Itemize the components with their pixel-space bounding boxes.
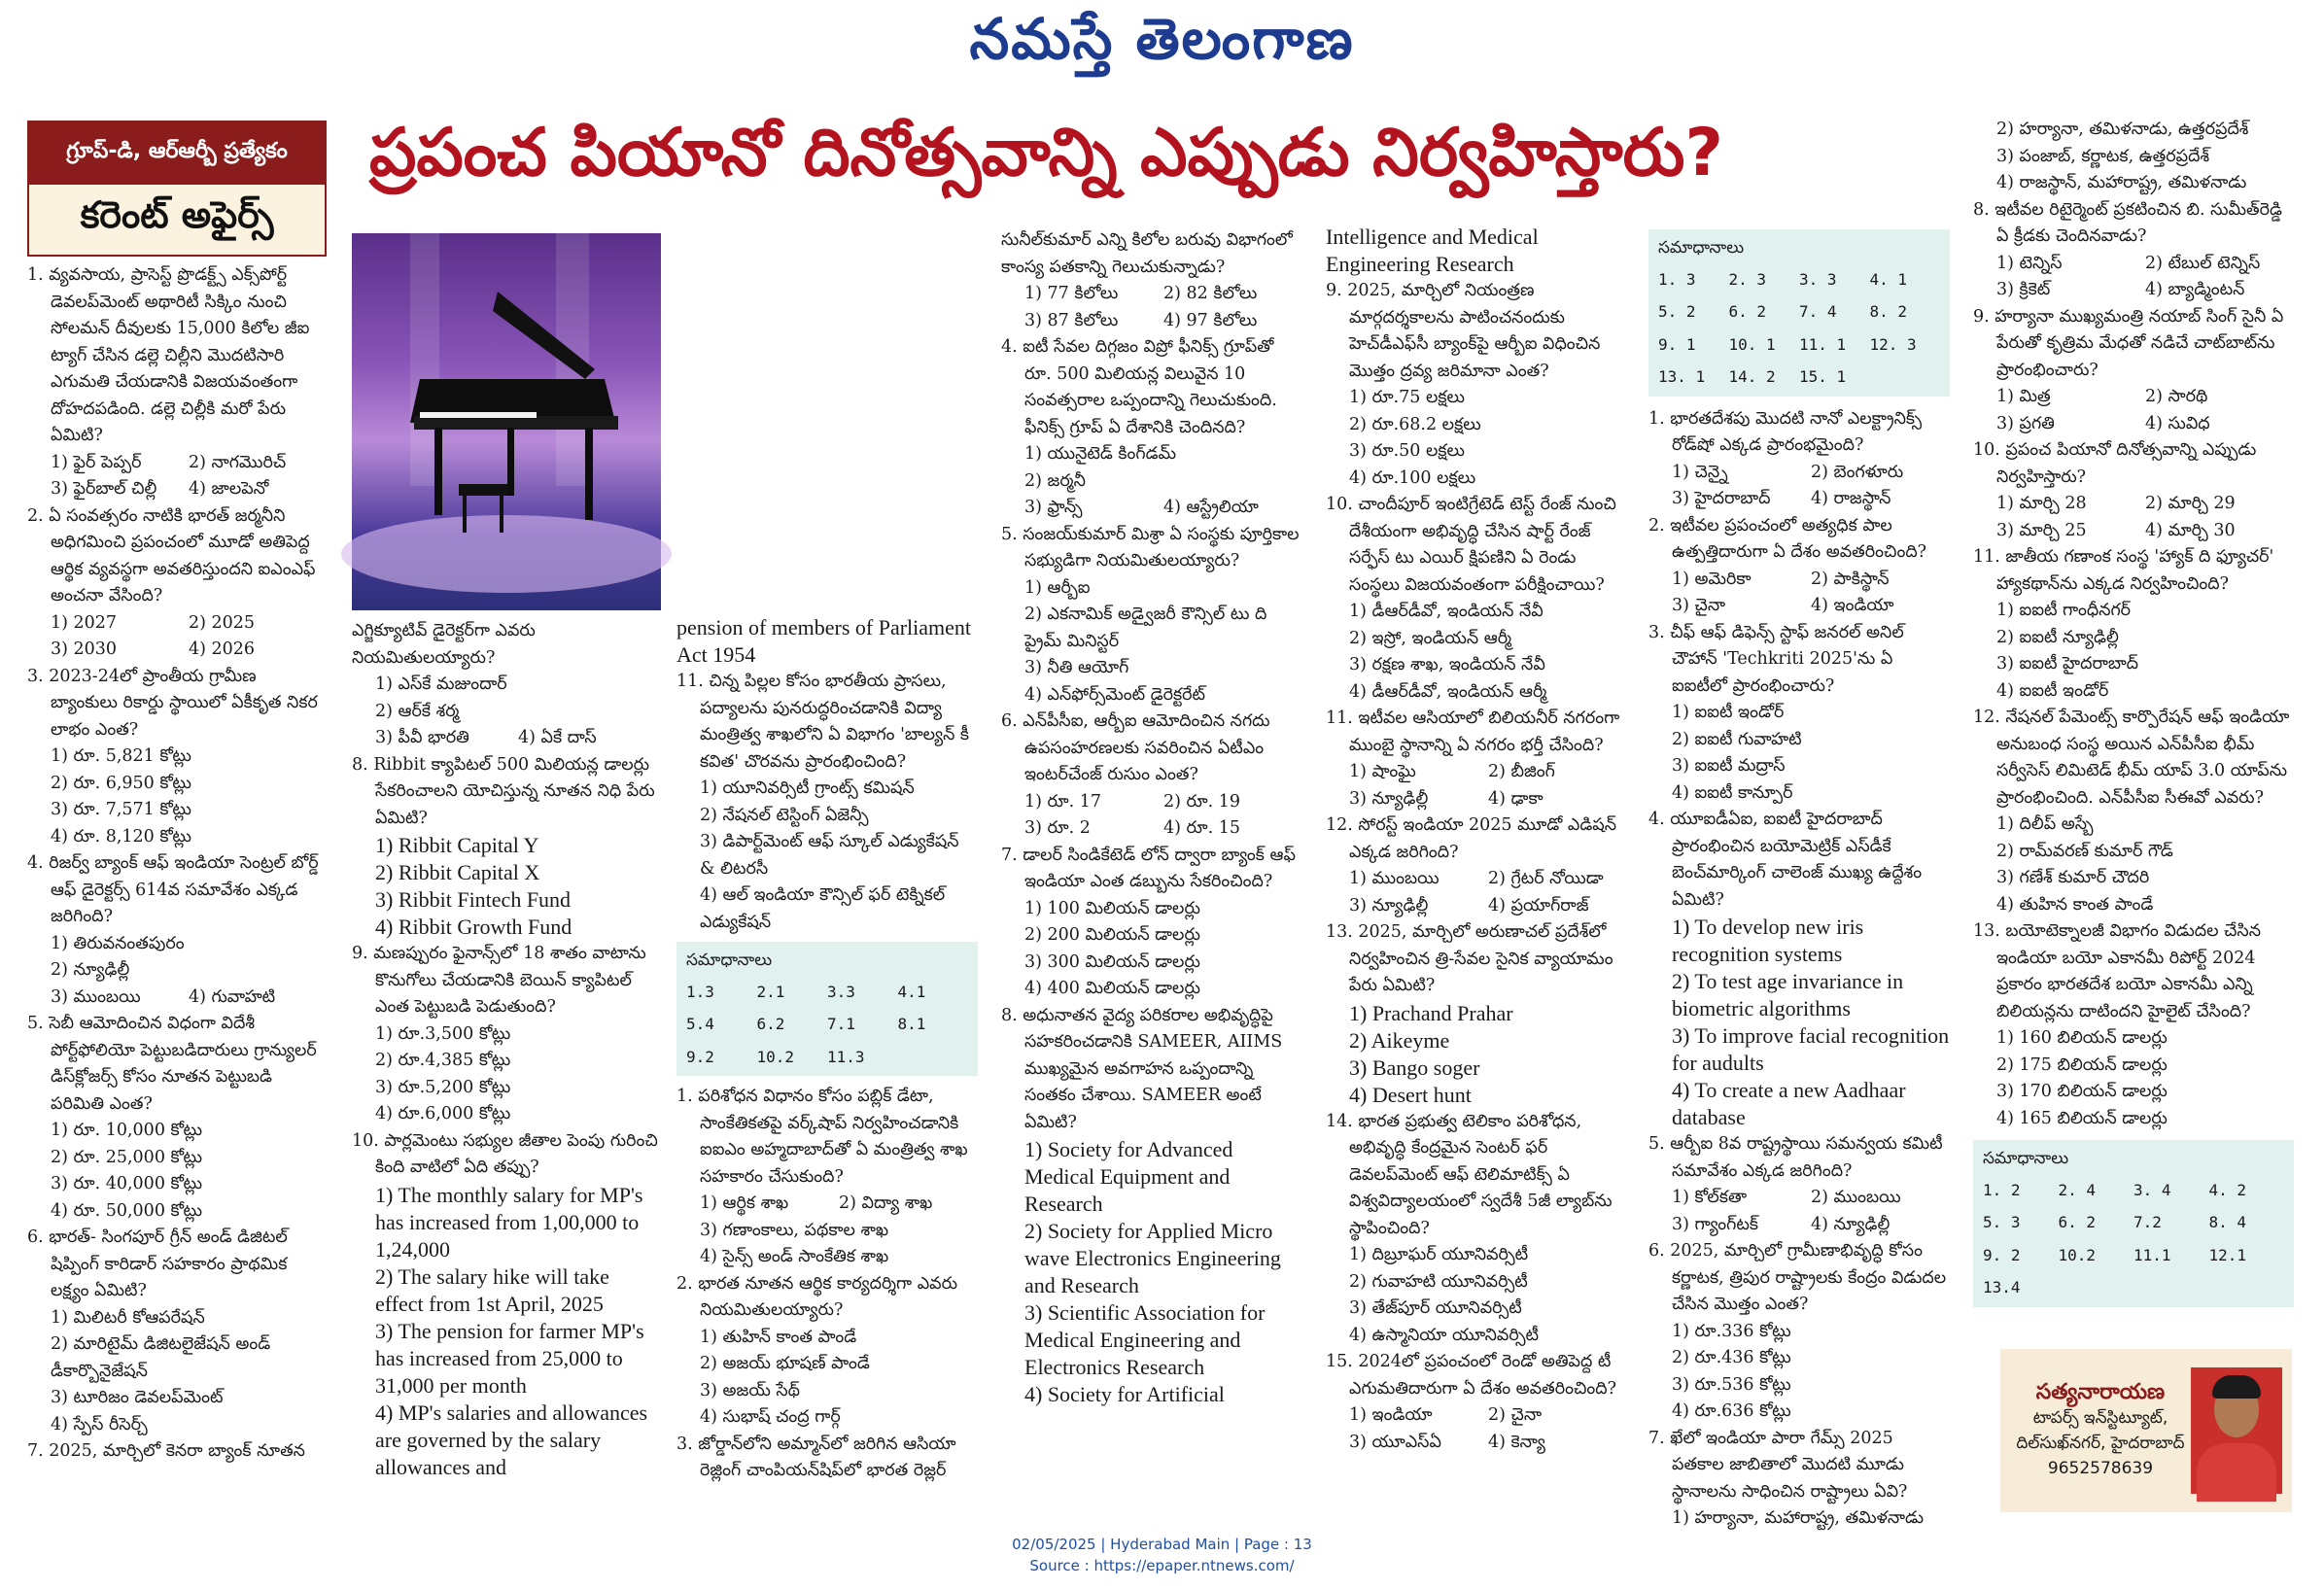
question-11: 11. చిన్న పిల్లల కోసం భారతీయ ప్రాసలు, పద్యాలను పునరుద్ధరించడానికి విద్యా మంత్రిత్వ శాఖలోని ఏ విభాగం 'బాల్యన్ కీ కవిత' చొరవను ప్రారంభించింది?: [676, 672, 970, 772]
question-r13: 13. బయోటెక్నాలజీ విభాగం విడుదల చేసిన ఇండియా బయో ఎకానమీ రిపోర్ట్ 2024 ప్రకారం భారతదేశ బయో ఎకానమీ ఎన్ని బిలియన్లను దాటిందని హైలైట్ చేసింది?: [1973, 921, 2261, 1021]
option: 1) ఆర్బీఐ: [1024, 577, 1091, 598]
answer: 12. 3: [1869, 334, 1917, 354]
option: 3) ఫైర్‌బాల్ చిల్లీ: [51, 479, 157, 499]
option: 1) షాంఘై: [1349, 762, 1416, 781]
answer-key-title: సమాధానాలు: [1658, 238, 1745, 258]
option: 2) హర్యానా, తమిళనాడు, ఉత్తరప్రదేశ్: [1996, 120, 2249, 139]
question-r5: 5. ఆర్బీఐ 8వ రాష్ట్రస్థాయి సమన్వయ కమిటీ సమావేశం ఎక్కడ జరిగింది?: [1648, 1134, 1943, 1181]
option: 4) ఆస్ట్రేలియా: [1163, 498, 1259, 517]
option: 1) రూ.75 లక్షలు: [1349, 388, 1465, 407]
option: 4) బ్యాడ్మింటన్: [2145, 280, 2245, 299]
option: 4) ఉస్మానియా యూనివర్సిటీ: [1349, 1325, 1539, 1345]
option: 1) 77 కిలోలు: [1024, 284, 1119, 303]
answer: 11.1: [2133, 1245, 2171, 1264]
option: 3) రూ. 40,000 కోట్లు: [51, 1174, 203, 1193]
newspaper-masthead: నమస్తే తెలంగాణ: [969, 6, 1355, 72]
answer: 12.1: [2208, 1245, 2247, 1264]
option: 3) 170 బిలియన్ డాలర్లు: [1996, 1082, 2168, 1101]
option: 4) ఢాకా: [1488, 788, 1544, 809]
answer: 10.2: [2058, 1245, 2097, 1264]
options-r2: [1648, 567, 1950, 620]
question-10-cont: pension of members of Parliament Act 1954: [676, 615, 972, 667]
option: 4) To create a new Aadhaar database: [1672, 1078, 1906, 1129]
option: 2) ఐఐటీ న్యూఢిల్లీ: [1996, 627, 2119, 647]
option: 3) Bango soger: [1349, 1054, 1480, 1080]
option: 4) Ribbit Growth Fund: [375, 915, 572, 939]
option: 1) Society for Advanced Medical Equipment and Research: [1024, 1137, 1233, 1216]
answer: 9.2: [686, 1047, 714, 1066]
option: 4) ప్రయాగ్‌రాజ్: [1488, 895, 1589, 916]
options-p3: [1001, 281, 1302, 334]
option: 2) పాకిస్థాన్: [1811, 569, 1890, 589]
options-p6: [1001, 789, 1302, 843]
question-4: 4. రిజర్వ్ బ్యాంక్ ఆఫ్ ఇండియా సెంట్రల్ బోర్డ్ ఆఫ్ డైరెక్టర్స్ 614వ సమావేశం ఎక్కడ జరిగింది?: [27, 853, 319, 926]
option: 2) రూ.436 కోట్లు: [1672, 1348, 1791, 1367]
option: 1) ఎస్‌కే మజుందార్: [375, 674, 507, 694]
option: 4) 165 బిలియన్ డాలర్లు: [1996, 1108, 2168, 1128]
option: 2) ముంబయి: [1811, 1188, 1901, 1207]
option: 2) టేబుల్ టెన్నిస్: [2145, 253, 2261, 273]
question-7: 7. 2025, మార్చిలో కెనరా బ్యాంక్ నూతన: [27, 1441, 305, 1461]
option: 3) గణేశ్ కుమార్ చౌదరి: [1996, 868, 2150, 887]
answer-key-title: సమాధానాలు: [1983, 1149, 2069, 1168]
option: 2) The salary hike will take effect from 1st April, 2025: [375, 1263, 609, 1316]
option: 3) తేజ్‌పూర్ యూనివర్సిటీ: [1349, 1298, 1522, 1318]
option: 1) డీఆర్‌డీవో, ఇండియన్ నేవీ: [1349, 602, 1544, 621]
answer: 8. 2: [1869, 302, 1908, 321]
option: 1) రూ. 5,821 కోట్లు: [51, 746, 191, 766]
options-r10: [1973, 491, 2294, 544]
footer-date-line: 02/05/2025 | Hyderabad Main | Page : 13: [1012, 1536, 1312, 1553]
question-p11: 11. ఇటీవల ఆసియాలో బిలియనీర్ నగరంగా ముంబై స్థానాన్ని ఏ నగరం భర్తీ చేసింది?: [1326, 709, 1620, 755]
option: 2) బెంగళూరు: [1811, 462, 1904, 482]
question-p8: 8. అధునాతన వైద్య పరికరాల అభివృద్ధిపై సహకరించడానికి SAMEER, AIIMS ముఖ్యమైన అవగాహన ఒప్పందాన్ని సంతకం చేశాయి. SAMEER అంటే ఏమిటి?: [1001, 1005, 1283, 1132]
option: 3) ఐఐటీ మద్రాస్: [1672, 756, 1786, 776]
options-r1: [1648, 460, 1950, 513]
section-tag-box: [27, 121, 327, 257]
option: 4) తుహిన కాంత పాండే: [1996, 894, 2154, 915]
option: 2) ఎకనామిక్ అడ్వైజరీ కౌన్సిల్ టు ది ప్రైమ్ మినిస్టర్: [1024, 605, 1267, 651]
option: 4) ఏకే దాస్: [518, 728, 597, 747]
option: 2) గ్రేటర్ నోయిడా: [1488, 869, 1604, 888]
question-r9: 9. హర్యానా ముఖ్యమంత్రి నయాబ్ సింగ్ సైనీ ఏ పేరుతో కృత్రిమ మేధతో నడిచే చాట్‌బాట్‌ను ప్రారంభించారు?: [1973, 306, 2284, 380]
option: 4) గువాహటి: [189, 986, 276, 1007]
section-tag: గ్రూప్-డి, ఆర్ఆర్బీ ప్రత్యేకం: [29, 122, 325, 185]
answer: 11.3: [827, 1047, 865, 1066]
author-photo: [2191, 1367, 2282, 1494]
column-2: [352, 618, 661, 1493]
question-r11: 11. జాతీయ గణాంక సంస్థ 'హ్యాక్ ది ఫ్యూచర్' హ్యాకథాన్‌ను ఎక్కడ నిర్వహించింది?: [1973, 547, 2274, 594]
option: 3) గ్యాంగ్‌టక్: [1672, 1214, 1758, 1234]
option: 1) రూ.336 కోట్లు: [1672, 1321, 1791, 1341]
author-box: [2000, 1349, 2292, 1512]
question-p1: 1. పరిశోధన విధానం కోసం పబ్లిక్ డేటా, సాంకేతికతపై వర్క్‌షాప్ నిర్వహించడానికి ఐఐఎం అహ్మదాబాద్‌తో ఏ మంత్రిత్వ శాఖ సహకారం చేసుకుంది?: [676, 1087, 968, 1187]
option: 3) గణాంకాలు, పథకాల శాఖ: [700, 1220, 889, 1240]
question-r8: 8. ఇటీవల రిటైర్మెంట్ ప్రకటించిన బి. సుమీత్‌రెడ్డి ఏ క్రీడకు చెందినవాడు?: [1973, 199, 2282, 246]
option: 1) యూనివర్సిటీ గ్రాంట్స్ కమిషన్: [700, 778, 915, 798]
option: 2) జర్మనీ: [1024, 470, 1086, 491]
question-6: 6. భారత్- సింగపూర్ గ్రీన్ అండ్ డిజిటల్ షిప్పింగ్ కారిడార్ సహకారం ప్రాథమిక లక్ష్యం ఏమిటి?: [27, 1227, 288, 1300]
option: 3) ముంబయి: [51, 986, 141, 1007]
answer: 6. 2: [2058, 1213, 2097, 1231]
option: 2) సారథి: [2145, 387, 2208, 406]
option: 3) The pension for farmer MP's has increased from 25,000 to 31,000 per month: [375, 1318, 644, 1398]
option: 1) 100 మిలియన్ డాలర్లు: [1024, 898, 1200, 918]
option: 4) ఇండియా: [1811, 596, 1894, 615]
option: 3) 2030: [51, 639, 118, 659]
option: 3) యూఎస్ఏ: [1349, 1432, 1441, 1452]
options-4: [27, 985, 327, 1012]
question-p6: 6. ఎన్‌పీసీఐ, ఆర్బీఐ ఆమోదించిన నగదు ఉపసంహరణలకు సవరించిన ఏటీఎం ఇంటర్‌చేంజ్ రుసుం ఎంత?: [1001, 711, 1270, 784]
option: 3) To improve facial recognition for audults: [1672, 1023, 1950, 1075]
option: 3) రూ.5,200 కోట్లు: [375, 1077, 511, 1097]
answer: 14. 2: [1728, 367, 1776, 386]
answer: 6.2: [756, 1015, 785, 1033]
answer-key-1: [676, 942, 978, 1076]
question-r10: 10. ప్రపంచ పియానో దినోత్సవాన్ని ఎప్పుడు నిర్వహిస్తారు?: [1973, 440, 2257, 487]
option: 1) దిబ్రూఘర్ యూనివర్సిటీ: [1349, 1245, 1529, 1264]
options-p11: [1326, 759, 1627, 812]
question-5: 5. సెబీ ఆమోదించిన విధంగా విదేశీ పోర్ట్‌ఫోలియో పెట్టుబడిదారులు గ్రాన్యులర్ డిస్‌క్లోజర్స్ కోసం నూతన పెట్టుబడి పరిమితి ఎంత?: [27, 1014, 317, 1114]
answer: 9. 1: [1658, 334, 1696, 354]
option: 4) రాజస్థాన్, మహారాష్ట్ర, తమిళనాడు: [1996, 173, 2247, 192]
option: 4) డీఆర్‌డీవో, ఇండియన్ ఆర్మీ: [1349, 681, 1547, 702]
option: 3) ఫ్రాన్స్: [1024, 498, 1083, 517]
option: 1) రూ. 10,000 కోట్లు: [51, 1121, 203, 1140]
column-5: [1326, 224, 1627, 1493]
option: 1) హర్యానా, మహారాష్ట్ర, తమిళనాడు: [1672, 1508, 1925, 1528]
option: 3) టూరిజం డెవలప్‌మెంట్: [51, 1388, 224, 1407]
question-p4: 4. ఐటీ సేవల దిగ్గజం విప్రో ఫీనిక్స్ గ్రూప్‌తో రూ. 500 మిలియన్ల విలువైన 10 సంవత్సరాల ఒప్పందాన్ని గెలుచుకుంది. ఫీనిక్స్ గ్రూప్ ఏ దేశానికి చెందినది?: [1001, 337, 1277, 437]
options-1: [27, 450, 327, 503]
option: 3) రూ. 2: [1024, 818, 1091, 838]
answer: 2. 3: [1728, 269, 1767, 289]
option: 2) రూ. 6,950 కోట్లు: [51, 773, 191, 793]
option: 2) రూ. 25,000 కోట్లు: [51, 1147, 203, 1167]
option: 2) రూ.68.2 లక్షలు: [1349, 414, 1481, 434]
option: 2) Society for Applied Micro wave Electronics Engineering and Research: [1024, 1219, 1281, 1297]
piano-illustration: [352, 233, 661, 610]
option: 4) రూ. 8,120 కోట్లు: [51, 826, 191, 847]
option: 4) సుభాష్ చంద్ర గార్గ్: [700, 1407, 841, 1427]
question-r4: 4. యూఐడీఏఐ, ఐఐటీ హైదరాబాద్ ప్రారంభించిన బయోమెట్రిక్ ఎస్‌డీకే బెంచ్‌మార్కింగ్ చాలెంజ్ ముఖ్య ఉద్దేశం ఏమిటి?: [1648, 810, 1923, 910]
question-r3: 3. చీఫ్ ఆఫ్ డిఫెన్స్ స్టాఫ్ జనరల్ అనిల్ చౌహాన్ 'Techkriti 2025'ను ఏ ఐఐటీలో ప్రారంభించారు?: [1648, 622, 1904, 696]
option: 3) ప్రగతి: [1996, 413, 2055, 433]
column-4: [1001, 227, 1302, 1491]
column-1: [27, 262, 327, 1487]
option: 1) Prachand Prahar: [1349, 1000, 1513, 1025]
option: 1) ముంబయి: [1349, 869, 1439, 888]
option: 3) రూ.536 కోట్లు: [1672, 1374, 1791, 1395]
footer-source-link[interactable]: Source : https://epaper.ntnews.com/: [1029, 1557, 1295, 1574]
options-p15: [1326, 1402, 1627, 1456]
headline: ప్రపంచ పియానో దినోత్సవాన్ని ఎప్పుడు నిర్వహిస్తారు?: [369, 115, 1723, 191]
option: 4) రూ. 50,000 కోట్లు: [51, 1200, 203, 1221]
answer: 5.4: [686, 1015, 714, 1033]
option: 3) 87 కిలోలు: [1024, 310, 1119, 330]
column-6: [1648, 229, 1950, 1528]
option: 2) ఇస్రో, ఇండియన్ ఆర్మీ: [1349, 628, 1511, 648]
option: 2) న్యూఢిల్లీ: [51, 960, 130, 980]
question-3: 3. 2023-24లో ప్రాంతీయ గ్రామీణ బ్యాంకులు రికార్డు స్థాయిలో ఏకీకృత నికర లాభం ఎంత?: [27, 666, 318, 740]
options-2: [27, 610, 327, 664]
answer: 4. 1: [1869, 269, 1908, 289]
answer: 5. 2: [1658, 302, 1696, 321]
question-1: 1. వ్యవసాయ, ప్రాసెస్ట్ ప్రొడక్ట్స్ ఎక్స్‌పోర్ట్ డెవలప్‌మెంట్ అథారిటీ సిక్కిం నుంచి సోలమన్ దీవులకు 15,000 కిలోల జీఐ ట్యాగ్ చేసిన డల్లె చిల్లీని మొదటిసారి ఎగుమతి చేయడానికి విజయవంతంగా దోహదపడింది. డల్లె చిల్లీకి మరో పేరు ఏమిటి?: [27, 265, 310, 445]
answer: 13.4: [1983, 1278, 2021, 1296]
option: 4) సువిధ: [2145, 413, 2210, 433]
answer: 7. 4: [1799, 302, 1837, 321]
answer-key-title: సమాధానాలు: [686, 951, 773, 970]
option: 2) Aikeyme: [1349, 1027, 1450, 1053]
answer: 3. 3: [1799, 269, 1837, 289]
question-8: 8. Ribbit క్యాపిటల్ 500 మిలియన్ల డాలర్లు సేకరించాలని యోచిస్తున్న నూతన నిధి పేరు ఏమిటి?: [352, 754, 655, 828]
option: 4) 2026: [189, 639, 256, 659]
answer-key-2: [1648, 229, 1950, 397]
option: 3) న్యూఢిల్లీ: [1349, 788, 1429, 809]
question-p3-cont: సునీల్‌కుమార్ ఎన్ని కిలోల బరువు విభాగంలో కాంస్య పతకాన్ని గెలుచుకున్నాడు?: [1001, 230, 1293, 277]
question-p14: 14. భారత ప్రభుత్వ టెలికాం పరిశోధన, అభివృద్ధి కేంద్రమైన సెంటర్ ఫర్ డెవలప్‌మెంట్ ఆఫ్ టెలిమాటిక్స్ ఏ విశ్వవిద్యాలయంలో స్వదేశీ 5జీ ల్యాబ్‌ను స్థాపించింది?: [1326, 1111, 1613, 1238]
option: 3) రూ.50 లక్షలు: [1349, 441, 1465, 461]
option: 3) 300 మిలియన్ డాలర్లు: [1024, 951, 1200, 972]
option: 2) చైనా: [1488, 1405, 1543, 1425]
option: 1) ఆర్థిక శాఖ: [700, 1193, 789, 1213]
options-p1: [676, 1191, 978, 1218]
option: 4) 400 మిలియన్ డాలర్లు: [1024, 979, 1200, 998]
option: 1) చెన్నై: [1672, 462, 1728, 482]
option: 2) Ribbit Capital X: [375, 860, 540, 884]
option: 2) 175 బిలియన్ డాలర్లు: [1996, 1054, 2168, 1075]
column-7: [1973, 117, 2294, 1343]
options-p4: [1001, 495, 1302, 522]
answer: 8. 4: [2208, 1213, 2247, 1231]
question-p5: 5. సంజయ్‌కుమార్ మిశ్రా ఏ సంస్థకు పూర్తికాల సభ్యుడిగా నియమితులయ్యారు?: [1001, 524, 1300, 570]
option: 4) ఐఐటీ కాన్పూర్: [1672, 782, 1793, 803]
question-r2: 2. ఇటీవల ప్రపంచంలో అత్యధిక పాల ఉత్పత్తిదారుగా ఏ దేశం అవతరించింది?: [1648, 515, 1927, 562]
option: 1) రూ. 17: [1024, 791, 1101, 812]
answer: 4. 2: [2208, 1180, 2247, 1199]
option: 1) ఫైర్ పెప్పర్: [51, 452, 142, 472]
option: 4) ఆల్ ఇండియా కౌన్సిల్ ఫర్ టెక్నికల్ ఎడ్యుకేషన్: [700, 885, 946, 932]
author-info: [2010, 1380, 2191, 1481]
option: 4) MP's salaries and allowances are governed by the salary allowances and: [375, 1400, 648, 1479]
option: 1) అమెరికా: [1672, 569, 1752, 589]
option: 1) రూ.3,500 కోట్లు: [375, 1023, 511, 1044]
option: 1) తుహిన్ కాంత పాండే: [700, 1327, 857, 1347]
option: 2) మార్చి 29: [2145, 494, 2236, 513]
option: 4) రూ.636 కోట్లు: [1672, 1401, 1791, 1421]
option: 3) రక్షణ శాఖ, ఇండియన్ నేవీ: [1349, 655, 1545, 674]
option: 4) రూ.6,000 కోట్లు: [375, 1104, 511, 1123]
question-p15: 15. 2024లో ప్రపంచంలో రెండో అతిపెద్ద టీ ఎగుమతిదారుగా ఏ దేశం అవతరించింది?: [1326, 1352, 1616, 1399]
option: 1) టెన్నిస్: [1996, 253, 2063, 273]
option: 4) మార్చి 30: [2145, 520, 2236, 540]
answer: 2. 4: [2058, 1180, 2097, 1199]
option: 4) రాజస్థాన్: [1811, 489, 1891, 508]
answer: 9. 2: [1983, 1245, 2021, 1264]
answer: 1. 3: [1658, 269, 1696, 289]
answer: 7.1: [827, 1015, 855, 1033]
option: 4) కెన్యా: [1488, 1432, 1545, 1452]
section-title: కరెంట్ అఫైర్స్: [29, 185, 325, 255]
option: 1) 160 బిలియన్ డాలర్లు: [1996, 1028, 2168, 1048]
option: 3) హైదరాబాద్: [1672, 489, 1771, 508]
question-p8-cont: Intelligence and Medical Engineering Research: [1326, 225, 1539, 276]
option: 2) రూ. 19: [1163, 791, 1240, 812]
option: 3) పీవీ భారతి: [375, 728, 469, 747]
question-10: 10. పార్లమెంటు సభ్యుల జీతాల పెంపు గురించి కింది వాటిలో ఏది తప్పు?: [352, 1130, 658, 1177]
option: 3) ఐఐటీ హైదరాబాద్: [1996, 654, 2138, 674]
answer: 10.2: [756, 1047, 795, 1066]
options-r5: [1648, 1185, 1950, 1238]
option: 1) దిలీప్ అస్బే: [1996, 814, 2094, 834]
question-p9: 9. 2025, మార్చిలో నియంత్రణ మార్గదర్శకాలను పాటించనందుకు హెచ్‌డీఎఫ్‌సీ బ్యాంక్‌పై ఆర్బీఐ విధించిన మొత్తం ద్రవ్య జరిమానా ఎంత?: [1326, 281, 1601, 381]
option: 2) మారిటైమ్ డిజిటలైజేషన్ అండ్ డీకార్బొనైజేషన్: [51, 1334, 271, 1381]
option: 2) 2025: [189, 612, 256, 633]
question-p2: 2. భారత నూతన ఆర్థిక కార్యదర్శిగా ఎవరు నియమితులయ్యారు?: [676, 1273, 958, 1320]
option: 2) విద్యా శాఖ: [839, 1193, 933, 1213]
option: 4) స్పేస్ రీసెర్చ్: [51, 1414, 148, 1434]
options-r8: [1973, 251, 2294, 304]
answer: 11. 1: [1799, 334, 1847, 354]
option: 2) 82 కిలోలు: [1163, 284, 1258, 303]
options-r9: [1973, 384, 2294, 437]
question-r12: 12. నేషనల్ పేమెంట్స్ కార్పొరేషన్ ఆఫ్ ఇండియా అనుబంధ సంస్థ అయిన ఎన్‌పీసీఐ భీమ్ సర్వీసెస్ లిమిటెడ్ భీమ్ యాప్ 3.0 యాప్‌ను ప్రారంభించింది. ఎన్‌పీసీఐ సీఈవో ఎవరు?: [1973, 708, 2290, 808]
option: 1) The monthly salary for MP's has increased from 1,00,000 to 1,24,000: [375, 1182, 643, 1262]
author-institute: టాపర్స్ ఇన్‌స్టిట్యూట్,: [2032, 1408, 2168, 1428]
answer: 8.1: [897, 1015, 926, 1033]
question-r6: 6. 2025, మార్చిలో గ్రామీణాభివృద్ధి కోసం కర్ణాటక, త్రిపుర రాష్ట్రాలకు కేంద్రం విడుదల చేసిన మొత్తం ఎంత?: [1648, 1241, 1947, 1314]
option: 4) రూ. 15: [1163, 818, 1240, 838]
option: 3) చైనా: [1672, 596, 1726, 615]
option: 3) పంజాబ్, కర్ణాటక, ఉత్తరప్రదేశ్: [1996, 146, 2210, 166]
option: 2) అజయ్ భూషణ్ పాండే: [700, 1354, 870, 1373]
option: 1) కోల్‌కతా: [1672, 1188, 1748, 1207]
option: 3) Ribbit Fintech Fund: [375, 887, 572, 912]
option: 1) ఇండియా: [1349, 1405, 1433, 1425]
option: 3) రూ. 7,571 కోట్లు: [51, 800, 191, 819]
answer: 6. 2: [1728, 302, 1767, 321]
question-p10: 10. చాందీపూర్ ఇంటిగ్రేటెడ్ టెస్ట్ రేంజ్ నుంచి దేశీయంగా అభివృద్ధి చేసిన షార్ట్ రేంజ్ సర్ఫేస్ టు ఎయిర్ క్షిపణిని ఏ రెండు సంస్థలు విజయవంతంగా పరీక్షించాయి?: [1326, 495, 1616, 595]
option: 1) Ribbit Capital Y: [375, 833, 539, 857]
option: 4) సైన్స్ అండ్ సాంకేతిక శాఖ: [700, 1247, 889, 1266]
answer: 7.2: [2133, 1213, 2162, 1231]
option: 1) యునైటెడ్ కింగ్‌డమ్: [1024, 444, 1177, 464]
option: 4) 97 కిలోలు: [1163, 310, 1258, 330]
answer: 10. 1: [1728, 334, 1776, 354]
question-p7: 7. డాలర్ సిండికేటెడ్ లోన్ ద్వారా బ్యాంక్ ఆఫ్ ఇండియా ఎంత డబ్బును సేకరించింది?: [1001, 845, 1296, 891]
answer-key-3: [1973, 1140, 2294, 1307]
question-r1: 1. భారతదేశపు మొదటి నానో ఎలక్ట్రానిక్స్ రోడ్‌షో ఎక్కడ ప్రారంభమైంది?: [1648, 408, 1923, 455]
question-p3: 3. జోర్డాన్‌లోని అమ్మాన్‌లో జరిగిన ఆసియా రెజ్లింగ్ చాంపియన్‌షిప్‌లో భారత రెజ్లర్: [676, 1434, 956, 1480]
option: 4) రూ.100 లక్షలు: [1349, 467, 1476, 488]
option: 4) Desert hunt: [1349, 1082, 1472, 1107]
option: 1) మార్చి 28: [1996, 494, 2087, 513]
question-p12: 12. సోరస్ట్ ఇండియా 2025 మూడో ఎడిషన్ ఎక్కడ జరిగింది?: [1326, 815, 1617, 862]
option: 3) నీతి ఆయోగ్: [1024, 658, 1129, 677]
option: 2) ఐఐటీ గువాహటి: [1672, 729, 1802, 749]
answer: 2.1: [756, 982, 785, 1001]
option: 2) నేషనల్ టెస్టింగ్ ఏజెన్సీ: [700, 805, 869, 825]
option: 1) 2027: [51, 612, 118, 633]
option: 4) జాలపెనో: [189, 479, 269, 499]
option: 4) Society for Artificial: [1024, 1382, 1225, 1406]
option: 2) 200 మిలియన్ డాలర్లు: [1024, 925, 1200, 945]
author-phone: 9652578639: [2047, 1459, 2154, 1478]
question-p13: 13. 2025, మార్చిలో అరుణాచల్ ప్రదేశ్‌లో నిర్వహించిన త్రి-సేవల సైనిక వ్యాయామం పేరు ఏమిటి?: [1326, 922, 1613, 995]
option: 2) ఆర్‌కే శర్మ: [375, 701, 460, 721]
option: 2) నాగమొరిచ్: [189, 452, 287, 472]
options-7: [352, 725, 661, 752]
option: 1) మిలిటరీ కోఆపరేషన్: [51, 1307, 205, 1328]
option: 2) రామ్‌వరణ్ కుమార్ గౌడ్: [1996, 841, 2173, 861]
option: 1) మిత్ర: [1996, 387, 2051, 406]
option: 2) గువాహటి యూనివర్సిటీ: [1349, 1271, 1528, 1292]
answer: 5. 3: [1983, 1213, 2021, 1231]
option: 1) ఐఐటీ ఇండోర్: [1672, 703, 1785, 722]
option: 3) Scientific Association for Medical Engineering and Electronics Research: [1024, 1300, 1266, 1379]
option: 4) న్యూఢిల్లీ: [1811, 1214, 1890, 1234]
answer: 4.1: [897, 982, 926, 1001]
author-location: దిల్‌సుఖ్‌నగర్, హైదరాబాద్: [2016, 1434, 2185, 1453]
options-p12: [1326, 866, 1627, 919]
author-name: సత్యనారాయణ: [2035, 1380, 2166, 1404]
answer: 13. 1: [1658, 367, 1706, 386]
option: 1) To develop new iris recognition systems: [1672, 915, 1864, 966]
option: 3) మార్చి 25: [1996, 520, 2087, 540]
piano-photo: [352, 233, 661, 610]
option: 4) ఎన్‌ఫోర్స్‌మెంట్ డైరెక్టరేట్: [1024, 684, 1206, 705]
option: 2) To test age invariance in biometric algorithms: [1672, 969, 1904, 1020]
question-2: 2. ఏ సంవత్సరం నాటికి భారత్ జర్మనీని అధిగమించి ప్రపంచంలో మూడో అతిపెద్ద ఆర్థిక వ్యవస్థగా అవతరిస్తుందని ఐఎంఎఫ్ అంచనా వేసింది?: [27, 505, 316, 605]
answer: 1.3: [686, 982, 714, 1001]
option: 2) రూ.4,385 కోట్లు: [375, 1051, 511, 1070]
option: 3) డిపార్ట్‌మెంట్ ఆఫ్ స్కూల్ ఎడ్యుకేషన్ & లిటరసీ: [700, 832, 959, 879]
option: 1) ఐఐటీ గాంధీనగర్: [1996, 601, 2132, 620]
option: 4) ఐఐటీ ఇండోర్: [1996, 680, 2109, 701]
option: 2) బీజింగ్: [1488, 762, 1555, 781]
answer: 1. 2: [1983, 1180, 2021, 1199]
option: 3) అజయ్ సేథ్: [700, 1380, 801, 1400]
option: 3) న్యూఢిల్లీ: [1349, 895, 1429, 916]
option: 3) క్రికెట్: [1996, 280, 2051, 299]
answer: 3.3: [827, 982, 855, 1001]
column-3: [676, 614, 978, 1493]
answer: 3. 4: [2133, 1180, 2171, 1199]
option: 1) తిరువనంతపురం: [51, 933, 185, 953]
answer: 15. 1: [1799, 367, 1847, 386]
question-7-cont: ఎగ్జిక్యూటివ్ డైరెక్టర్‌గా ఎవరు నియమితులయ్యారు?: [352, 621, 536, 668]
question-9: 9. మణప్పురం ఫైనాన్స్‌లో 18 శాతం వాటాను కొనుగోలు చేయడానికి బెయిన్ క్యాపిటల్ ఎంత పెట్టుబడి పెడుతుంది?: [352, 944, 646, 1017]
question-r7: 7. ఖేలో ఇండియా పారా గేమ్స్ 2025 పతకాల జాబితాలో మొదటి మూడు స్థానాలను సాధించిన రాష్ట్రాలు ఏవి?: [1648, 1428, 1908, 1502]
